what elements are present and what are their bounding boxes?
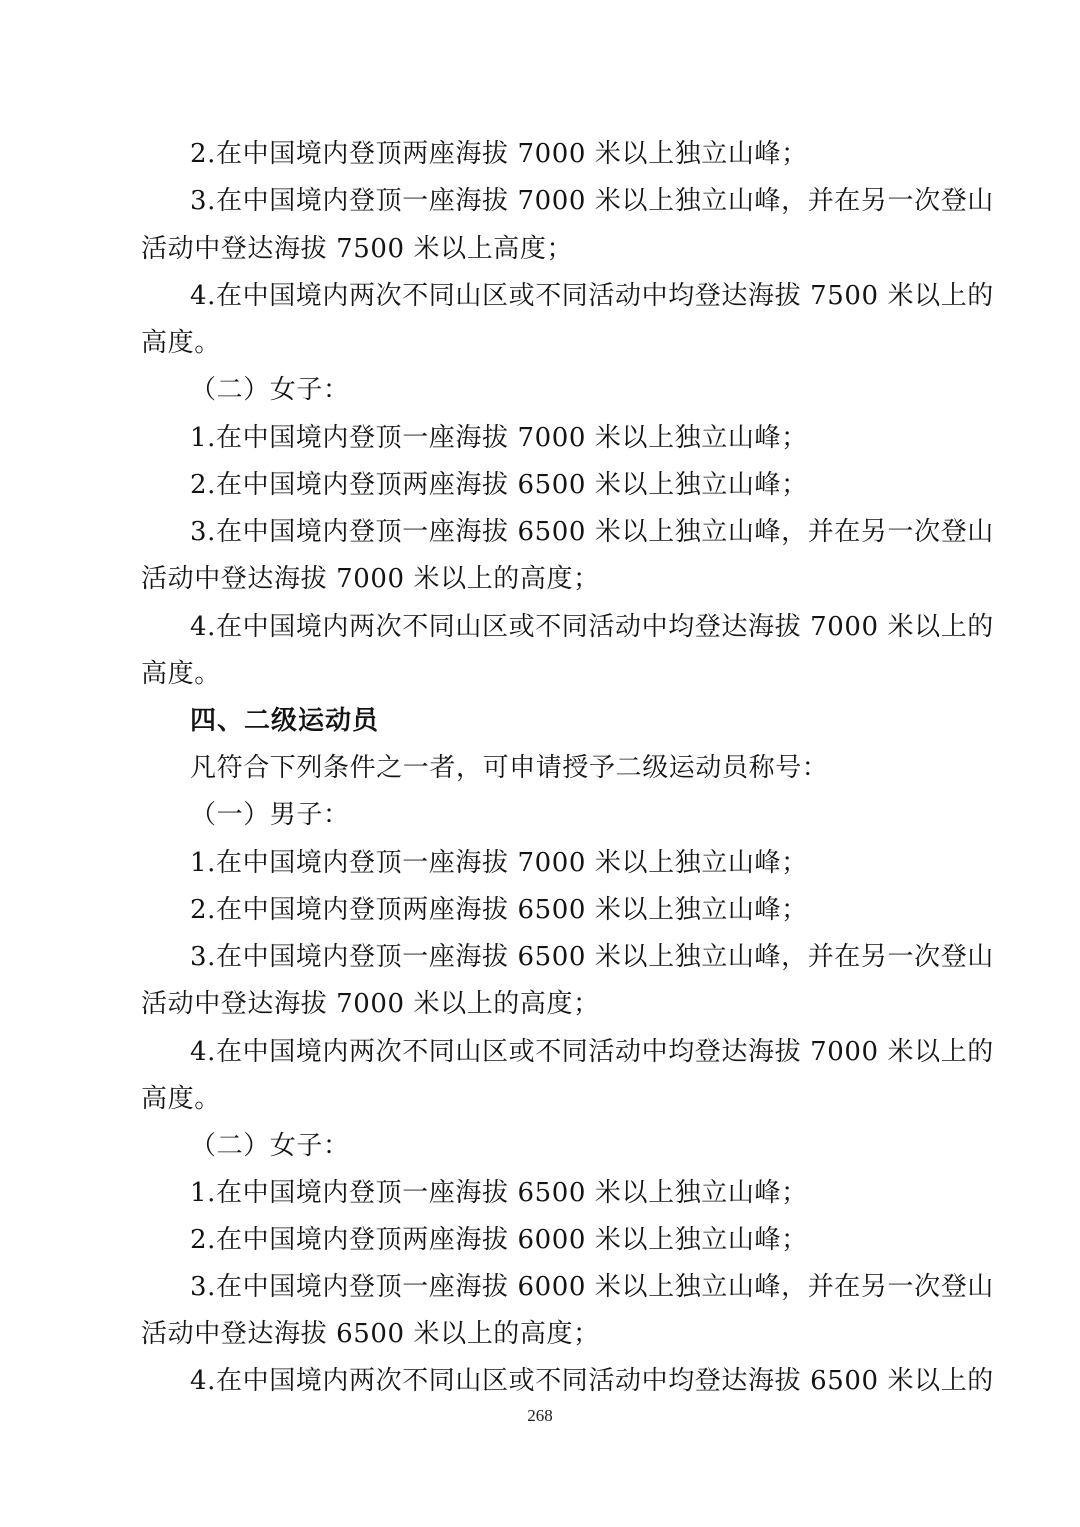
text-line: 3.在中国境内登顶一座海拔 6500 米以上独立山峰，并在另一次登山 [190,517,994,547]
text-line: 4.在中国境内两次不同山区或不同活动中均登达海拔 6500 米以上的 [190,1366,994,1396]
text-line: 活动中登达海拔 7000 米以上的高度； [141,989,600,1019]
subheading-men: （一）男子： [190,800,350,830]
text-line: 4.在中国境内两次不同山区或不同活动中均登达海拔 7000 米以上的 [190,1037,994,1067]
text-line: 活动中登达海拔 7500 米以上高度； [141,234,574,264]
text-line: 活动中登达海拔 7000 米以上的高度； [141,564,600,594]
text-line: 2.在中国境内登顶两座海拔 6000 米以上独立山峰； [190,1225,808,1255]
subheading-women: （二）女子： [190,1131,350,1161]
text-line: 高度。 [141,659,221,689]
text-line: 3.在中国境内登顶一座海拔 7000 米以上独立山峰，并在另一次登山 [190,186,994,216]
text-line: 3.在中国境内登顶一座海拔 6500 米以上独立山峰，并在另一次登山 [190,942,994,972]
text-line: 2.在中国境内登顶两座海拔 6500 米以上独立山峰； [190,895,808,925]
text-line: 活动中登达海拔 6500 米以上的高度； [141,1319,600,1349]
page-number: 268 [527,1406,553,1425]
text-line: 1.在中国境内登顶一座海拔 6500 米以上独立山峰； [190,1178,808,1208]
text-line: 1.在中国境内登顶一座海拔 7000 米以上独立山峰； [190,848,808,878]
text-line: 4.在中国境内两次不同山区或不同活动中均登达海拔 7000 米以上的 [190,612,994,642]
text-line: 高度。 [141,1084,221,1114]
section-heading: 四、二级运动员 [190,706,380,736]
text-line: 3.在中国境内登顶一座海拔 6000 米以上独立山峰，并在另一次登山 [190,1272,994,1302]
text-line: 1.在中国境内登顶一座海拔 7000 米以上独立山峰； [190,423,808,453]
text-line: 4.在中国境内两次不同山区或不同活动中均登达海拔 7500 米以上的 [190,281,994,311]
text-line: 2.在中国境内登顶两座海拔 6500 米以上独立山峰； [190,470,808,500]
text-line: 凡符合下列条件之一者，可申请授予二级运动员称号： [190,753,829,783]
text-line: 2.在中国境内登顶两座海拔 7000 米以上独立山峰； [190,139,808,169]
subheading-women: （二）女子： [190,375,350,405]
text-line: 高度。 [141,328,221,358]
